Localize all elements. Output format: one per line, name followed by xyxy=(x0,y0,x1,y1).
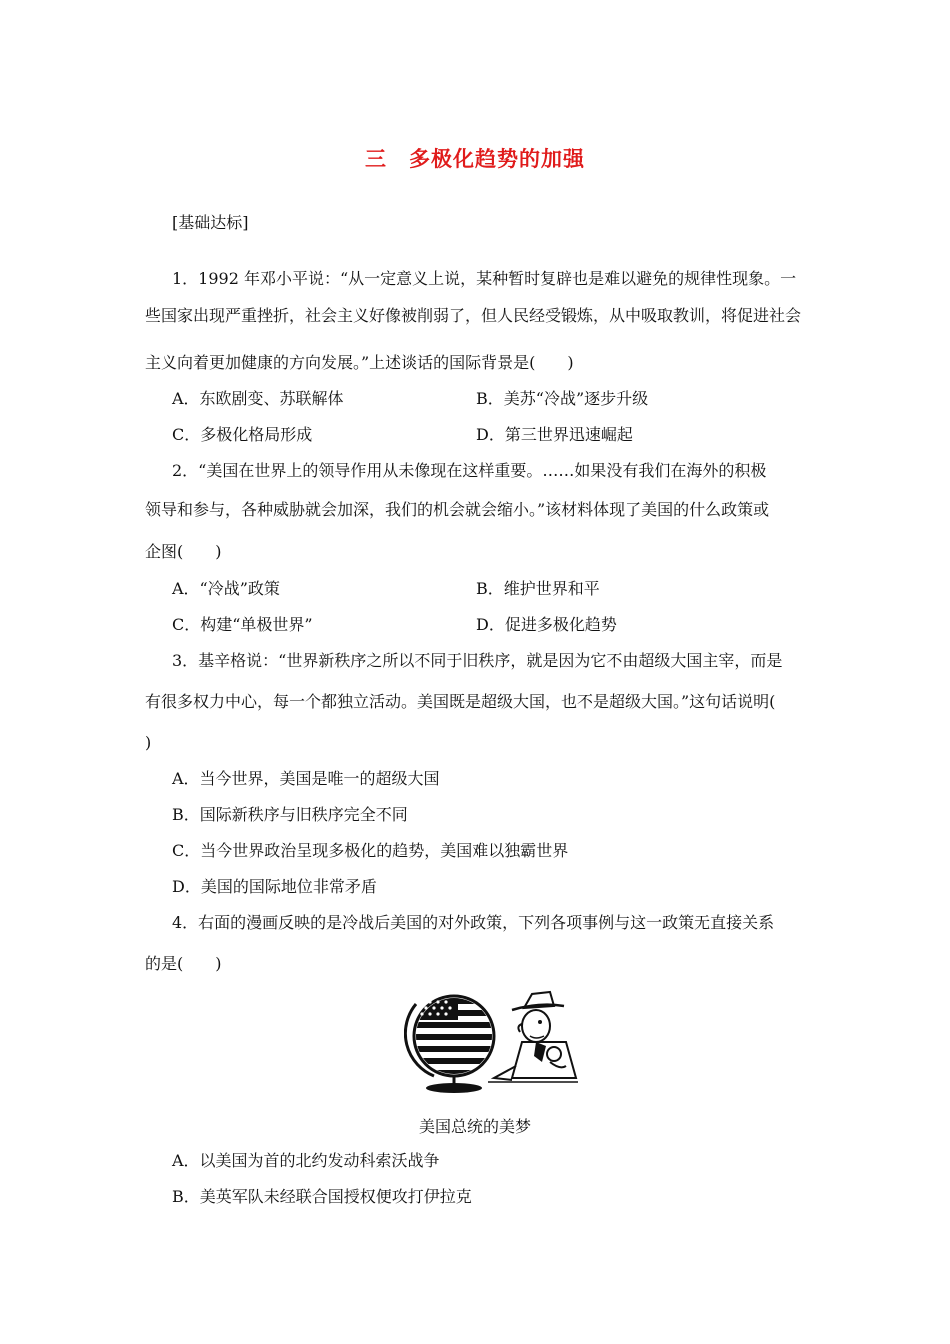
page-title: 三 多极化趋势的加强 xyxy=(365,147,585,171)
q4-option-b: B．美英军队未经联合国授权便攻打伊拉克 xyxy=(172,1187,472,1206)
q3-option-a: A．当今世界，美国是唯一的超级大国 xyxy=(172,769,440,788)
q2-option-b: B．维护世界和平 xyxy=(476,579,600,598)
q2-option-d: D．促进多极化趋势 xyxy=(476,615,617,634)
q1-line-2: 些国家出现严重挫折，社会主义好像被削弱了，但人民经受锻炼，从中吸取教训，将促进社会 xyxy=(145,306,802,325)
q4-line-1: 4．右面的漫画反映的是冷战后美国的对外政策，下列各项事例与这一政策无直接关系 xyxy=(172,913,775,932)
q3-option-d: D．美国的国际地位非常矛盾 xyxy=(172,877,377,896)
q3-line-1: 3．基辛格说：“世界新秩序之所以不同于旧秩序，就是因为它不由超级大国主宰，而是 xyxy=(172,651,783,670)
q1-option-a: A．东欧剧变、苏联解体 xyxy=(172,389,344,408)
figure-caption: 美国总统的美梦 xyxy=(418,1117,531,1136)
q2-line-3: 企图( ) xyxy=(145,542,222,561)
q3-option-c: C．当今世界政治呈现多极化的趋势，美国难以独霸世界 xyxy=(172,841,569,860)
q2-option-c: C．构建“单极世界” xyxy=(172,615,313,634)
q3-line-2: 有很多权力中心，每一个都独立活动。美国既是超级大国，也不是超级大国。”这句话说明( xyxy=(145,692,776,711)
q4-option-a: A．以美国为首的北约发动科索沃战争 xyxy=(172,1151,440,1170)
q3-option-b: B．国际新秩序与旧秩序完全不同 xyxy=(172,805,408,824)
section-heading: [基础达标] xyxy=(172,213,249,232)
q1-option-d: D．第三世界迅速崛起 xyxy=(476,425,633,444)
q3-line-3: ) xyxy=(145,733,152,752)
q4-line-2: 的是( ) xyxy=(145,954,222,973)
q1-option-b: B．美苏“冷战”逐步升级 xyxy=(476,389,649,408)
q2-option-a: A．“冷战”政策 xyxy=(172,579,280,598)
cartoon-globe-and-figure xyxy=(404,986,578,1094)
cartoon-illustration xyxy=(404,986,578,1094)
q2-line-2: 领导和参与，各种威胁就会加深，我们的机会就会缩小。”该材料体现了美国的什么政策或 xyxy=(145,500,770,519)
q2-line-1: 2．“美国在世界上的领导作用从未像现在这样重要。……如果没有我们在海外的积极 xyxy=(172,461,767,480)
q1-line-1: 1．1992 年邓小平说：“从一定意义上说，某种暂时复辟也是难以避免的规律性现象。一 xyxy=(172,269,797,288)
q1-line-3: 主义向着更加健康的方向发展。”上述谈话的国际背景是( ) xyxy=(145,353,574,372)
q1-option-c: C．多极化格局形成 xyxy=(172,425,313,444)
